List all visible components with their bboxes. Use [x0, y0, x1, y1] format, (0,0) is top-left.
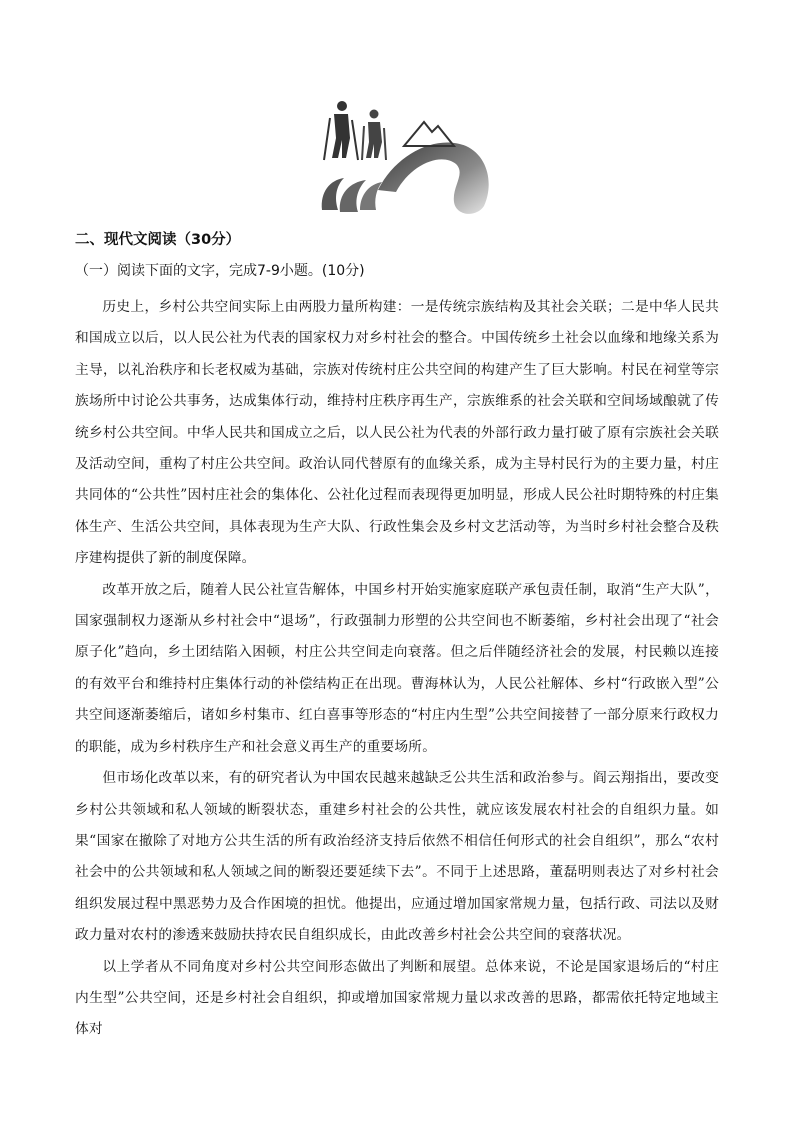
paragraph-1: 历史上，乡村公共空间实际上由两股力量所构建：一是传统宗族结构及其社会关联；二是中华人民共和国成立以后，以人民公社为代表的国家权力对乡村社会的整合。中国传统乡土社会以血缘和地缘关系为主导，以礼治秩序和长老权威为基础，宗族对传统村庄公共空间的构建产生了巨大影响。村民在祠堂等宗族场所中讨论公共事务，达成集体行动，维持村庄秩序再生产，宗族维系的社会关联和空间场域酿就了传统乡村公共空间。中华人民共和国成立之后，以人民公社为代表的外部行政力量打破了原有宗族社会关联及活动空间，重构了村庄公共空间。政治认同代替原有的血缘关系，成为主导村民行为的主要力量，村庄共同体的“公共性”因村庄社会的集体化、公社化过程而表现得更加明显，形成人民公社时期特殊的村庄集体生产、生活公共空间，具体表现为生产大队、行政性集会及乡村文艺活动等，为当时乡村社会整合及秩序建构提供了新的制度保障。 [75, 299, 719, 567]
article-body [75, 292, 719, 1046]
section-title: 二、现代文阅读（30分） [75, 232, 241, 248]
reading-instruction: （一）阅读下面的文字，完成7-9小题。(10分) [75, 263, 365, 279]
hikers-mountain-logo-icon [316, 94, 496, 218]
paragraph-2: 改革开放之后，随着人民公社宣告解体，中国乡村开始实施家庭联产承包责任制，取消“生产大队”，国家强制权力逐渐从乡村社会中“退场”，行政强制力形塑的公共空间也不断萎缩，乡村社会出现了“社会原子化”趋向，乡土团结陷入困顿，村庄公共空间走向衰落。但之后伴随经济社会的发展，村民赖以连接的有效平台和维持村庄集体行动的补偿结构正在出现。曹海林认为，人民公社解体、乡村“行政嵌入型”公共空间逐渐萎缩后，诸如乡村集市、红白喜事等形态的“村庄内生型”公共空间接替了一部分原来行政权力的职能，成为乡村秩序生产和社会意义再生产的重要场所。 [75, 581, 719, 755]
paragraph-3: 但市场化改革以来，有的研究者认为中国农民越来越缺乏公共生活和政治参与。阎云翔指出，要改变乡村公共领域和私人领域的断裂状态，重建乡村社会的公共性，就应该发展农村社会的自组织力量。如果“国家在撤除了对地方公共生活的所有政治经济支持后依然不相信任何形式的社会自组织”，那么“农村社会中的公共领域和私人领域之间的断裂还要延续下去”。不同于上述思路，董磊明则表达了对乡村社会组织发展过程中黑恶势力及合作困境的担忧。他提出，应通过增加国家常规力量，包括行政、司法以及财政力量对农村的渗透来鼓励扶持农民自组织成长，由此改善乡村社会公共空间的衰落状况。 [75, 770, 719, 944]
paragraph-4: 以上学者从不同角度对乡村公共空间形态做出了判断和展望。总体来说，不论是国家退场后的“村庄内生型”公共空间，还是乡村社会自组织，抑或增加国家常规力量以求改善的思路，都需依托特定地域主体对 [75, 958, 719, 1038]
